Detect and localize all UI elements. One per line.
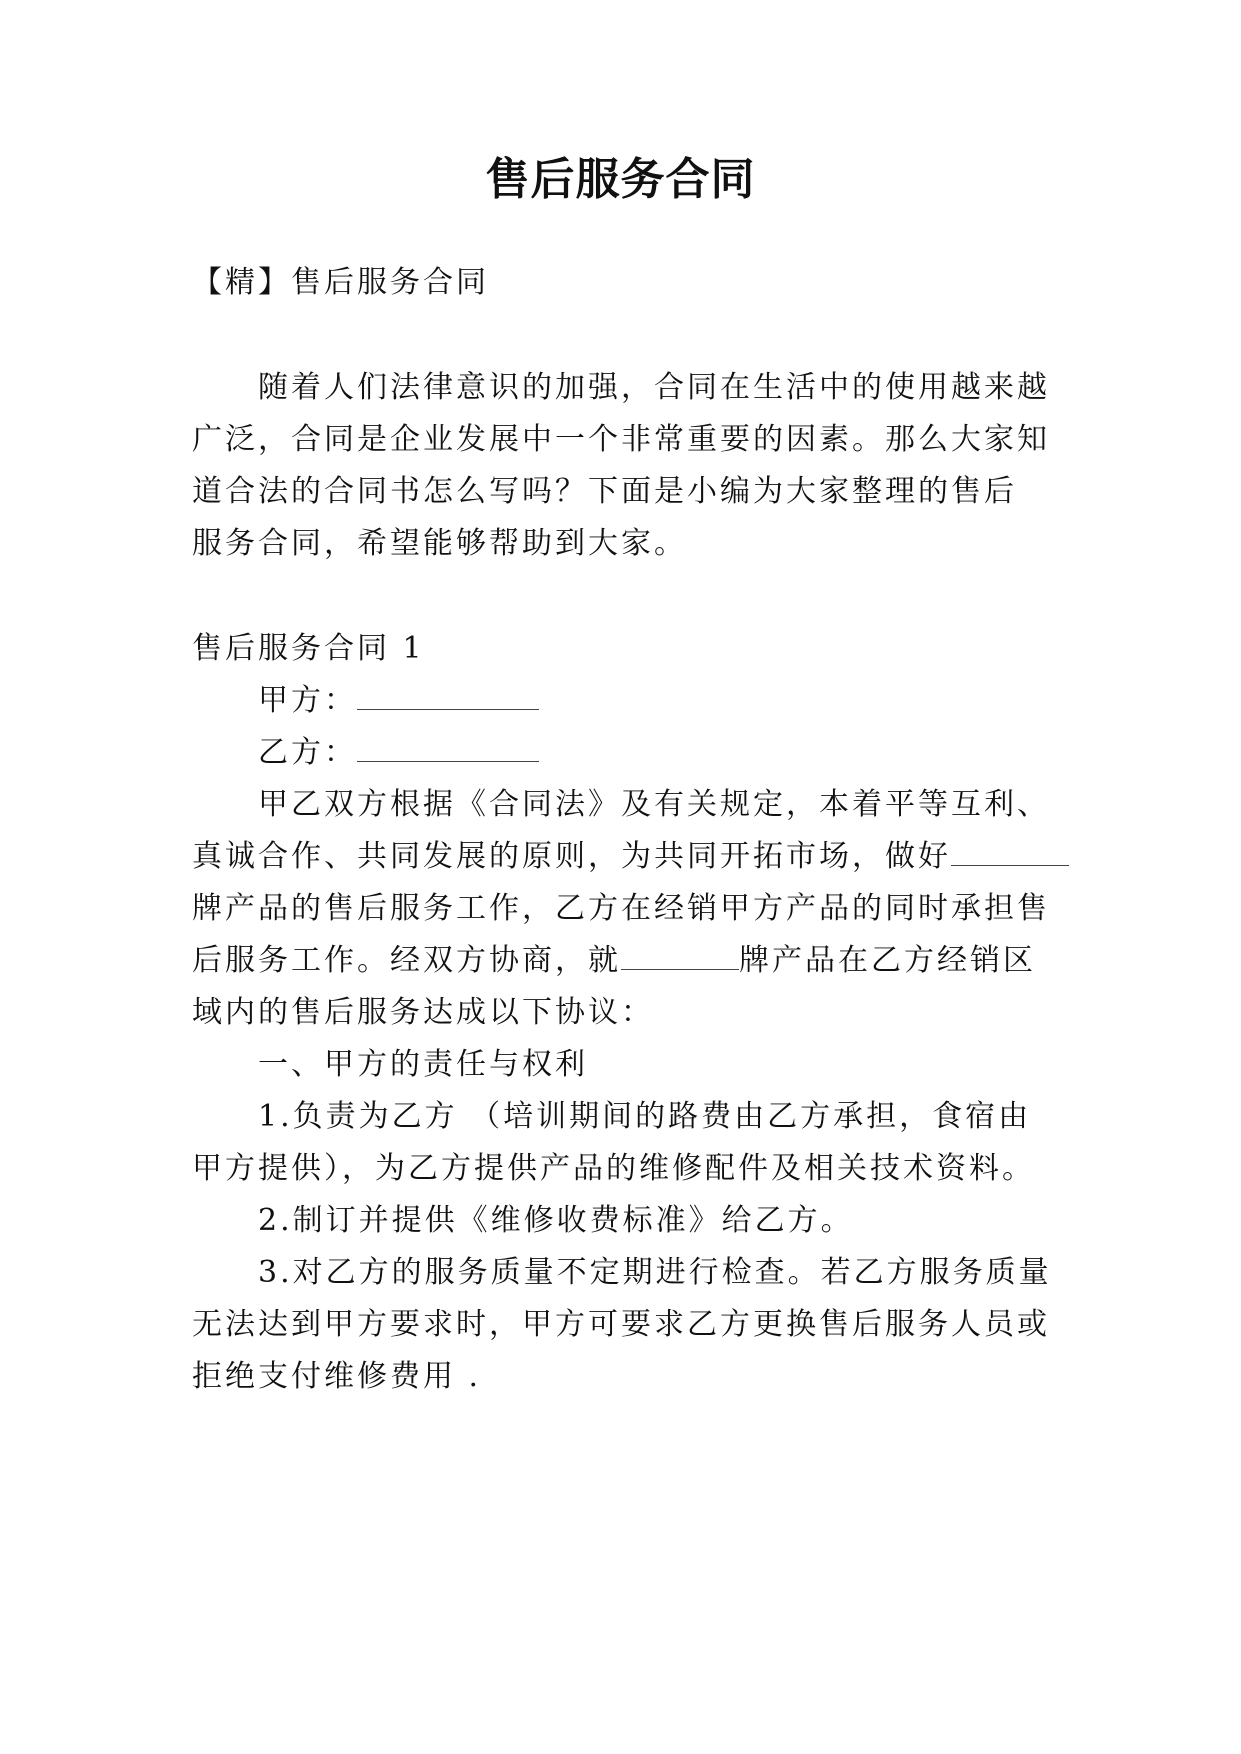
brand-blank-1 (951, 837, 1069, 866)
intro-line-1: 随着人们法律意识的加强，合同在生活中的使用越来越 (258, 370, 1050, 405)
brand-blank-2 (621, 941, 739, 970)
party-a-label: 甲方： (258, 683, 357, 718)
item3-line-3: 拒绝支付维修费用 . (192, 1359, 482, 1394)
party-b-line (258, 732, 539, 774)
preamble-line-5: 域内的售后服务达成以下协议： (192, 995, 654, 1030)
item1-line-2: 甲方提供），为乙方提供产品的维修配件及相关技术资料。 (192, 1151, 1035, 1186)
party-a-blank (357, 681, 539, 710)
contract-heading: 售后服务合同 1 (192, 631, 425, 666)
intro-line-2: 广泛，合同是企业发展中一个非常重要的因素。那么大家知 (192, 422, 1050, 457)
item2-line: 2.制订并提供《维修收费标准》给乙方。 (258, 1203, 854, 1238)
item1-line-1: 1.负责为乙方 （培训期间的路费由乙方承担，食宿由 (258, 1099, 1032, 1134)
preamble-line-4 (192, 940, 1036, 982)
document-subtitle: 【精】售后服务合同 (192, 265, 489, 300)
intro-line-3: 道合法的合同书怎么写吗？下面是小编为大家整理的售后 (192, 474, 1017, 509)
item3-line-2: 无法达到甲方要求时，甲方可要求乙方更换售后服务人员或 (192, 1307, 1050, 1342)
preamble-line-3: 牌产品的售后服务工作，乙方在经销甲方产品的同时承担售 (192, 891, 1050, 926)
section1-heading: 一、甲方的责任与权利 (258, 1047, 588, 1082)
party-a-line (258, 680, 539, 722)
item3-line-1: 3.对乙方的服务质量不定期进行检查。若乙方服务质量 (258, 1255, 1052, 1290)
preamble-line-4a: 后服务工作。经双方协商，就 (192, 943, 621, 978)
party-b-label: 乙方： (258, 735, 357, 770)
preamble-line-1: 甲乙双方根据《合同法》及有关规定，本着平等互利、 (258, 787, 1050, 822)
preamble-line-4b: 牌产品在乙方经销区 (739, 943, 1036, 978)
party-b-blank (357, 733, 539, 762)
preamble-line-2 (192, 836, 1069, 878)
intro-line-4: 服务合同，希望能够帮助到大家。 (192, 526, 687, 561)
preamble-line-2-text: 真诚合作、共同发展的原则，为共同开拓市场，做好 (192, 839, 951, 874)
document-title: 售后服务合同 (485, 154, 756, 205)
